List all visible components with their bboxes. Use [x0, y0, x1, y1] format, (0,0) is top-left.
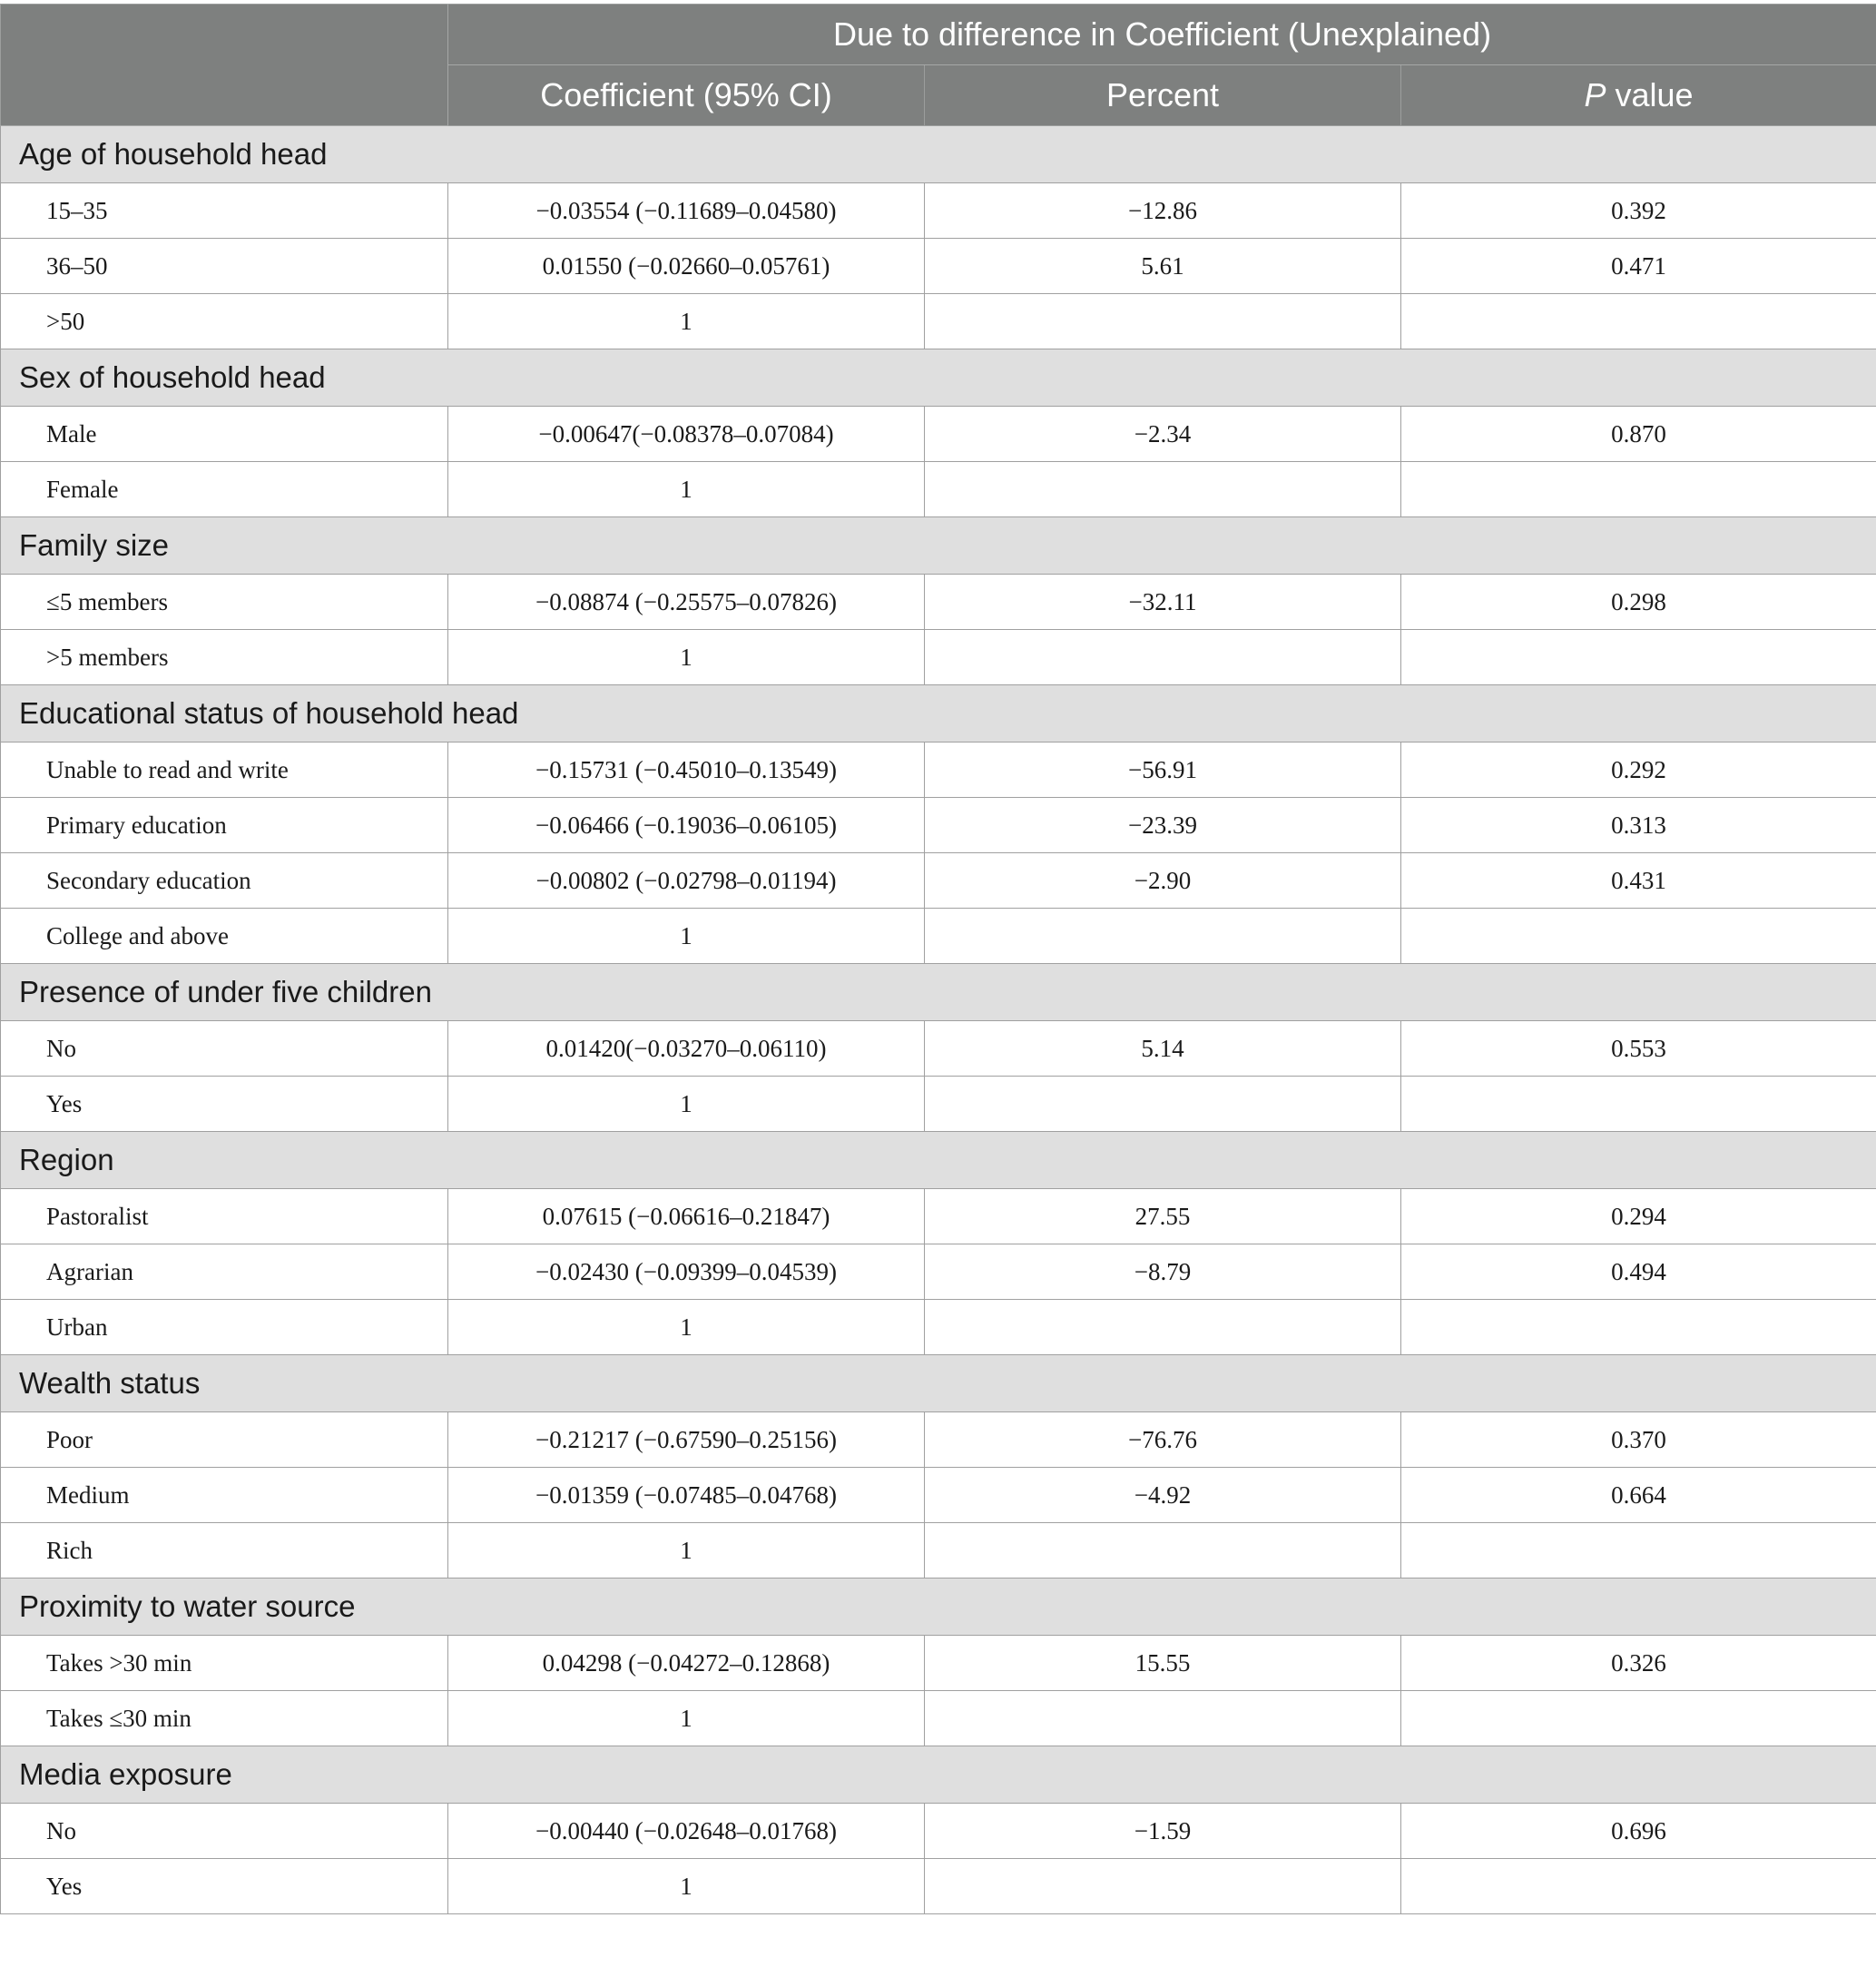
- table-row: [1, 239, 1876, 294]
- table-row: [1, 1859, 1876, 1914]
- group-title: Region: [1, 1132, 1876, 1189]
- coefficient-cell: −0.00647(−0.08378–0.07084): [448, 407, 925, 462]
- row-label: Takes >30 min: [1, 1636, 448, 1691]
- p-value-cell: 0.298: [1401, 575, 1876, 630]
- p-value-cell: 0.392: [1401, 183, 1876, 239]
- p-value-cell: [1401, 294, 1876, 349]
- p-value-cell: 0.471: [1401, 239, 1876, 294]
- percent-cell: −4.92: [925, 1468, 1401, 1523]
- row-label: College and above: [1, 909, 448, 964]
- row-label: >5 members: [1, 630, 448, 685]
- group-title: Age of household head: [1, 126, 1876, 183]
- table-row: [1, 909, 1876, 964]
- header-blank-cell: [1, 5, 448, 126]
- group-header-row: [1, 1132, 1876, 1189]
- table-row: [1, 1300, 1876, 1355]
- row-label: Urban: [1, 1300, 448, 1355]
- header-p-rest: value: [1606, 76, 1694, 113]
- row-label: Yes: [1, 1859, 448, 1914]
- table-row: [1, 1523, 1876, 1579]
- row-label: No: [1, 1804, 448, 1859]
- group-title: Wealth status: [1, 1355, 1876, 1412]
- coefficient-cell: −0.08874 (−0.25575–0.07826): [448, 575, 925, 630]
- percent-cell: [925, 294, 1401, 349]
- percent-cell: −2.90: [925, 853, 1401, 909]
- row-label: Unable to read and write: [1, 743, 448, 798]
- group-header-row: [1, 349, 1876, 407]
- table-row: [1, 1804, 1876, 1859]
- table-row: [1, 1636, 1876, 1691]
- group-header-row: [1, 1355, 1876, 1412]
- percent-cell: −2.34: [925, 407, 1401, 462]
- percent-cell: [925, 1523, 1401, 1579]
- percent-cell: −1.59: [925, 1804, 1401, 1859]
- coefficient-cell: −0.03554 (−0.11689–0.04580): [448, 183, 925, 239]
- coefficient-cell: 1: [448, 630, 925, 685]
- p-value-cell: 0.326: [1401, 1636, 1876, 1691]
- coefficient-cell: −0.01359 (−0.07485–0.04768): [448, 1468, 925, 1523]
- row-label: >50: [1, 294, 448, 349]
- percent-cell: [925, 1300, 1401, 1355]
- p-value-cell: 0.313: [1401, 798, 1876, 853]
- p-value-cell: 0.292: [1401, 743, 1876, 798]
- coefficient-cell: 1: [448, 1523, 925, 1579]
- row-label: Female: [1, 462, 448, 517]
- coefficient-cell: 0.07615 (−0.06616–0.21847): [448, 1189, 925, 1244]
- row-label: 15–35: [1, 183, 448, 239]
- percent-cell: 5.14: [925, 1021, 1401, 1077]
- coefficient-cell: −0.02430 (−0.09399–0.04539): [448, 1244, 925, 1300]
- group-header-row: [1, 126, 1876, 183]
- coefficient-cell: −0.21217 (−0.67590–0.25156): [448, 1412, 925, 1468]
- coefficient-cell: 0.01420(−0.03270–0.06110): [448, 1021, 925, 1077]
- table-row: [1, 630, 1876, 685]
- percent-cell: 5.61: [925, 239, 1401, 294]
- group-header-row: [1, 685, 1876, 743]
- p-value-cell: 0.664: [1401, 1468, 1876, 1523]
- group-header-row: [1, 1746, 1876, 1804]
- p-value-cell: 0.494: [1401, 1244, 1876, 1300]
- coefficient-cell: −0.06466 (−0.19036–0.06105): [448, 798, 925, 853]
- row-label: Pastoralist: [1, 1189, 448, 1244]
- p-value-cell: [1401, 1300, 1876, 1355]
- percent-cell: −8.79: [925, 1244, 1401, 1300]
- coefficient-cell: 1: [448, 1300, 925, 1355]
- percent-cell: 15.55: [925, 1636, 1401, 1691]
- percent-cell: [925, 909, 1401, 964]
- percent-cell: −76.76: [925, 1412, 1401, 1468]
- table-row: [1, 407, 1876, 462]
- row-label: Poor: [1, 1412, 448, 1468]
- row-label: Agrarian: [1, 1244, 448, 1300]
- row-label: 36–50: [1, 239, 448, 294]
- percent-cell: [925, 630, 1401, 685]
- p-value-cell: [1401, 1859, 1876, 1914]
- row-label: Yes: [1, 1077, 448, 1132]
- table-row: [1, 294, 1876, 349]
- percent-cell: [925, 1077, 1401, 1132]
- percent-cell: [925, 462, 1401, 517]
- table-row: [1, 575, 1876, 630]
- p-value-cell: 0.553: [1401, 1021, 1876, 1077]
- table-body: [1, 126, 1876, 1914]
- row-label: Takes ≤30 min: [1, 1691, 448, 1746]
- table-row: [1, 853, 1876, 909]
- coefficient-cell: 1: [448, 294, 925, 349]
- percent-cell: 27.55: [925, 1189, 1401, 1244]
- percent-cell: [925, 1859, 1401, 1914]
- percent-cell: −56.91: [925, 743, 1401, 798]
- row-label: No: [1, 1021, 448, 1077]
- row-label: Rich: [1, 1523, 448, 1579]
- p-value-cell: 0.370: [1401, 1412, 1876, 1468]
- p-value-cell: [1401, 1523, 1876, 1579]
- p-value-cell: [1401, 1077, 1876, 1132]
- table-row: [1, 743, 1876, 798]
- group-title: Sex of household head: [1, 349, 1876, 407]
- table-row: [1, 183, 1876, 239]
- table-row: [1, 1021, 1876, 1077]
- row-label: Primary education: [1, 798, 448, 853]
- group-title: Educational status of household head: [1, 685, 1876, 743]
- p-value-cell: [1401, 1691, 1876, 1746]
- table-row: [1, 1468, 1876, 1523]
- p-value-cell: 0.431: [1401, 853, 1876, 909]
- coefficient-cell: 1: [448, 909, 925, 964]
- group-title: Presence of under five children: [1, 964, 1876, 1021]
- coefficient-cell: 1: [448, 1859, 925, 1914]
- table-row: [1, 462, 1876, 517]
- header-p-value: [1401, 65, 1876, 126]
- p-value-cell: 0.870: [1401, 407, 1876, 462]
- p-value-cell: [1401, 462, 1876, 517]
- row-label: Medium: [1, 1468, 448, 1523]
- coefficient-cell: −0.15731 (−0.45010–0.13549): [448, 743, 925, 798]
- table-row: [1, 1189, 1876, 1244]
- percent-cell: −32.11: [925, 575, 1401, 630]
- p-value-cell: 0.294: [1401, 1189, 1876, 1244]
- coefficient-cell: 1: [448, 1077, 925, 1132]
- row-label: Secondary education: [1, 853, 448, 909]
- header-p-italic: P: [1584, 76, 1606, 113]
- group-header-row: [1, 964, 1876, 1021]
- row-label: Male: [1, 407, 448, 462]
- header-group-title: Due to difference in Coefficient (Unexplained): [448, 5, 1876, 65]
- table-row: [1, 1691, 1876, 1746]
- group-header-row: [1, 1579, 1876, 1636]
- coefficient-cell: 1: [448, 1691, 925, 1746]
- group-header-row: [1, 517, 1876, 575]
- table-row: [1, 1244, 1876, 1300]
- table-row: [1, 1412, 1876, 1468]
- header-percent: Percent: [925, 65, 1401, 126]
- p-value-cell: [1401, 909, 1876, 964]
- percent-cell: −12.86: [925, 183, 1401, 239]
- coefficient-cell: −0.00802 (−0.02798–0.01194): [448, 853, 925, 909]
- table-header: [1, 5, 1876, 126]
- p-value-cell: [1401, 630, 1876, 685]
- table-row: [1, 798, 1876, 853]
- coefficient-cell: 0.01550 (−0.02660–0.05761): [448, 239, 925, 294]
- percent-cell: [925, 1691, 1401, 1746]
- group-title: Proximity to water source: [1, 1579, 1876, 1636]
- decomposition-table-container: [0, 4, 1876, 1914]
- coefficient-cell: 1: [448, 462, 925, 517]
- coefficient-cell: 0.04298 (−0.04272–0.12868): [448, 1636, 925, 1691]
- group-title: Media exposure: [1, 1746, 1876, 1804]
- decomposition-table: [0, 4, 1876, 1914]
- percent-cell: −23.39: [925, 798, 1401, 853]
- p-value-cell: 0.696: [1401, 1804, 1876, 1859]
- coefficient-cell: −0.00440 (−0.02648–0.01768): [448, 1804, 925, 1859]
- row-label: ≤5 members: [1, 575, 448, 630]
- header-coefficient: Coefficient (95% CI): [448, 65, 925, 126]
- table-row: [1, 1077, 1876, 1132]
- group-title: Family size: [1, 517, 1876, 575]
